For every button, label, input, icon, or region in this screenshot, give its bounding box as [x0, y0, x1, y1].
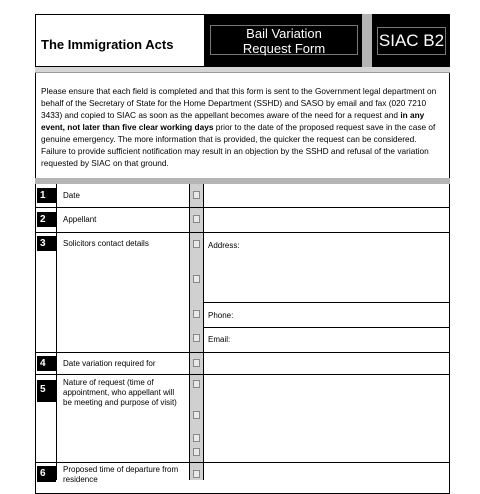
row-checkbox[interactable]: [193, 334, 200, 342]
form-row-solicitors: [35, 233, 450, 353]
row-checkbox[interactable]: [193, 380, 200, 388]
row-checkbox[interactable]: [193, 310, 200, 318]
row-label-departure: Proposed time of departure from residence: [63, 465, 179, 484]
row-label-nature: Nature of request (time of appointment, who appellant will be meeting and purpose of visit): [63, 378, 177, 407]
instructions-text-1: Please ensure that each field is completed and that this form is sent to the Government legal department on behalf of the Secretary of State for the Home Department (SSHD) and SASO by email and fax (020 7210 3433) and copied to SIAC as soon as the appellant becomes aware of the need for a request and: [41, 86, 437, 120]
row-checkbox[interactable]: [193, 275, 200, 283]
row-label-variation-date: Date variation required for: [63, 359, 156, 368]
form-name-line1: Bail Variation: [246, 26, 322, 41]
row-number: 1: [37, 188, 56, 203]
row-label-date: Date: [63, 191, 80, 200]
form-title: The Immigration Acts: [35, 14, 205, 67]
row-checkbox[interactable]: [193, 240, 200, 248]
row-checkbox[interactable]: [193, 359, 200, 367]
row-checkbox[interactable]: [193, 434, 200, 442]
row-number: 6: [37, 466, 56, 482]
row-number: 3: [37, 236, 56, 251]
phone-label: Phone:: [208, 311, 234, 320]
form-code: SIAC B2: [377, 27, 446, 55]
email-label: Email:: [208, 335, 231, 344]
instructions-deadline: in any event, not later than five clear working days: [41, 110, 425, 132]
row-number: 2: [37, 212, 56, 227]
field-separator: [204, 302, 450, 303]
instructions-paragraph: [35, 73, 450, 179]
form-name: [210, 25, 358, 55]
row-checkbox[interactable]: [193, 470, 200, 478]
row-checkbox[interactable]: [193, 215, 200, 223]
address-label: Address:: [208, 241, 240, 250]
row-checkbox[interactable]: [193, 448, 200, 456]
row-label-solicitors: Solicitors contact details: [63, 239, 149, 248]
row-checkbox[interactable]: [193, 411, 200, 419]
row-checkbox[interactable]: [193, 191, 200, 199]
row-number: 5: [37, 380, 56, 402]
row-label-appellant: Appellant: [63, 215, 97, 224]
header-separator: [362, 14, 372, 67]
field-separator: [204, 327, 450, 328]
row-number: 4: [37, 356, 56, 371]
instructions-text-2: prior to the date of the proposed request save in the case of genuine emergency. The more information that is provided, the quicker the request can be considered. Failure to provide sufficient notification may result in an objection by the SSHD and refusal of the variation requested by SIAC on that ground.: [41, 122, 436, 168]
form-name-line2: Request Form: [242, 41, 326, 56]
